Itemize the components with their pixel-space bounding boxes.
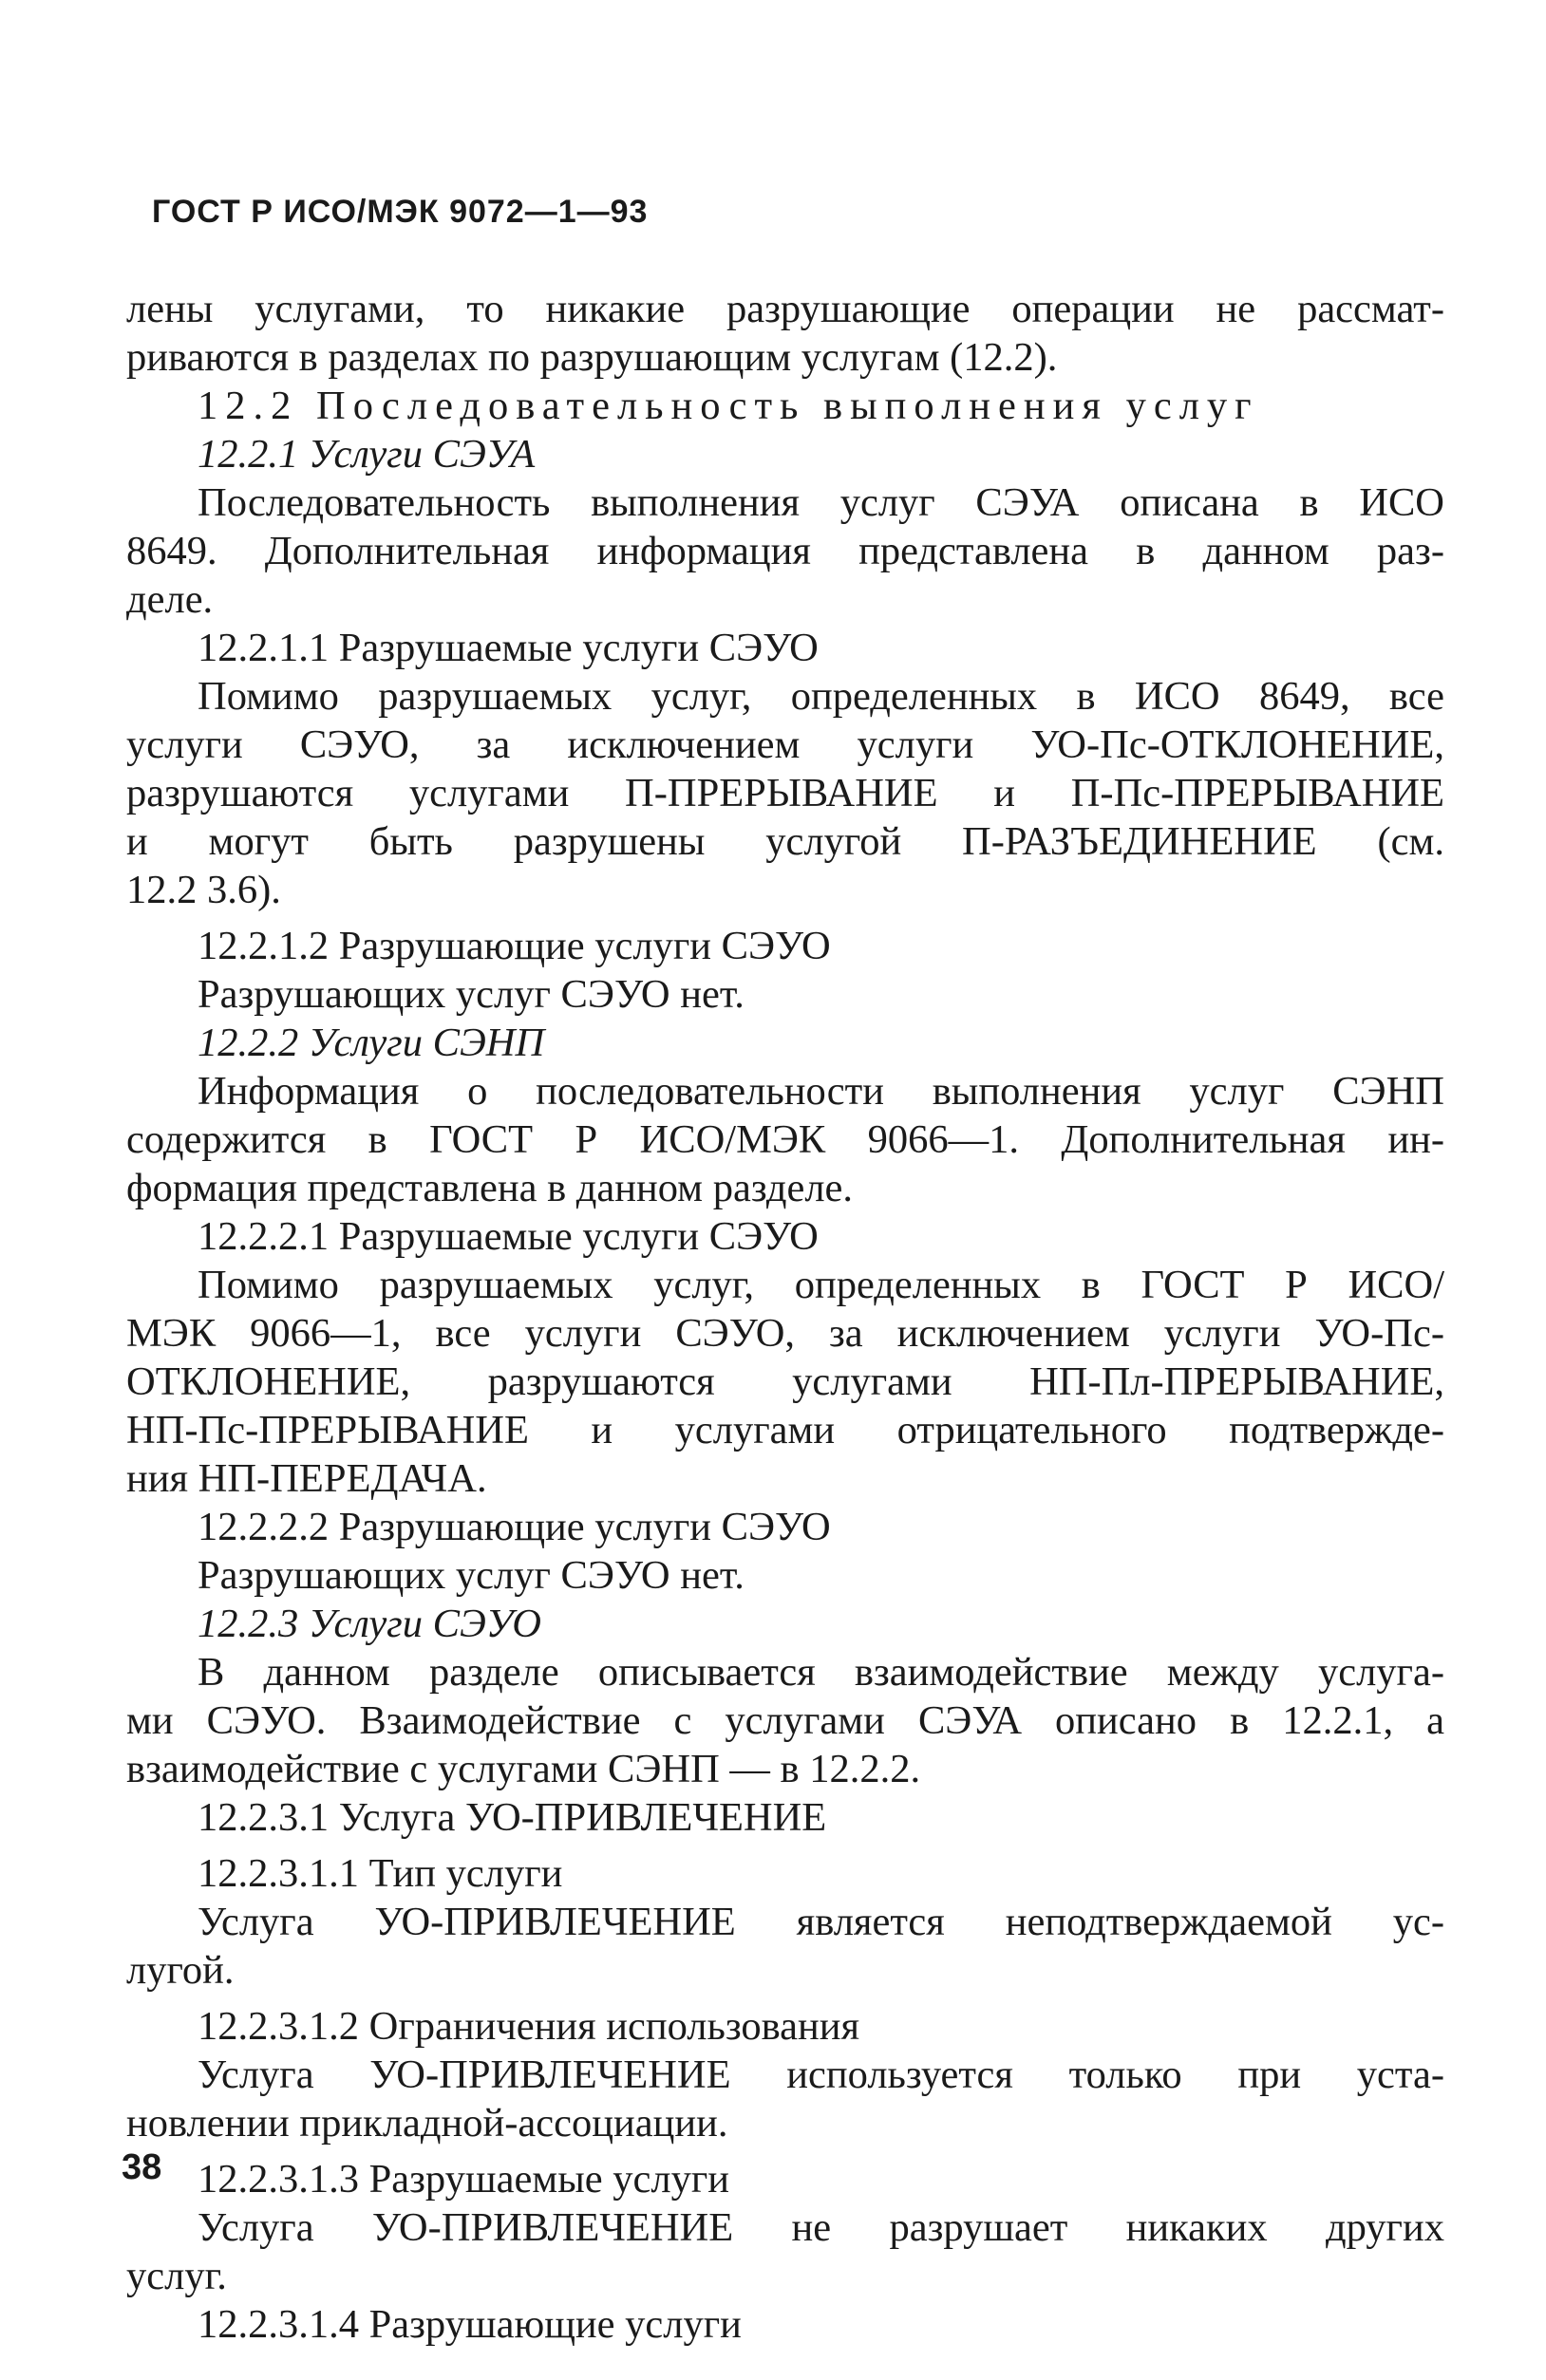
subsection-heading: 12.2.1 Услуги СЭУА [198,432,536,477]
subsection-heading: 12.2.3.1.2 Ограничения использования [198,2004,860,2049]
text-line: Помимо разрушаемых услуг, определенных в ГОСТ Р ИСО/ [198,1263,1444,1307]
text-line: Услуга УО-ПРИВЛЕЧЕНИЕ является неподтверждаемой ус- [198,1900,1444,1944]
text-line: Разрушающих услуг СЭУО нет. [198,1553,745,1598]
text-line: Услуга УО-ПРИВЛЕЧЕНИЕ не разрушает никаких других [198,2205,1444,2250]
text-line: формация представлена в данном разделе. [126,1166,854,1210]
subsection-heading: 12.2.1.2 Разрушающие услуги СЭУО [198,924,831,968]
text-line: ния НП-ПЕРЕДАЧА. [126,1456,487,1501]
text-line: ОТКЛОНЕНИЕ, разрушаются услугами НП-Пл-ПРЕРЫВАНИЕ, [126,1359,1444,1404]
text-line: Услуга УО-ПРИВЛЕЧЕНИЕ используется только при уста- [198,2052,1444,2097]
subsection-heading: 12.2.3.1 Услуга УО-ПРИВЛЕЧЕНИЕ [198,1795,827,1840]
text-line: риваются в разделах по разрушающим услугам (12.2). [126,335,1058,380]
text-line: МЭК 9066—1, все услуги СЭУО, за исключением услуги УО-Пс- [126,1311,1444,1356]
page-header: ГОСТ Р ИСО/МЭК 9072—1—93 [152,194,649,230]
subsection-heading: 12.2.3.1.1 Тип услуги [198,1851,563,1896]
subsection-heading: 12.2.1.1 Разрушаемые услуги СЭУО [198,626,819,670]
text-line: 12.2 3.6). [126,868,281,912]
text-line: услуги СЭУО, за исключением услуги УО-Пс-ОТКЛОНЕНИЕ, [126,722,1444,767]
subsection-heading: 12.2.2.2 Разрушающие услуги СЭУО [198,1505,831,1549]
text-line: Помимо разрушаемых услуг, определенных в ИСО 8649, все [198,674,1444,719]
subsection-heading: 12.2.3 Услуги СЭУО [198,1602,541,1646]
text-line: деле. [126,577,214,622]
text-line: Разрушающих услуг СЭУО нет. [198,972,745,1017]
text-line: разрушаются услугами П-ПРЕРЫВАНИЕ и П-Пс-ПРЕРЫВАНИЕ [126,771,1444,815]
text-line: 8649. Дополнительная информация представлена в данном раз- [126,529,1444,573]
body-text [126,285,1444,2349]
text-line: В данном разделе описывается взаимодействие между услуга- [198,1650,1444,1695]
text-line: лены услугами, то никакие разрушающие операции не рассмат- [126,287,1444,331]
text-line: услуг. [126,2254,227,2298]
subsection-heading: 12.2.3.1.4 Разрушающие услуги [198,2302,742,2347]
page-number: 38 [122,2147,162,2187]
text-line: Последовательность выполнения услуг СЭУА описана в ИСО [198,480,1444,525]
text-line: ми СЭУО. Взаимодействие с услугами СЭУА описано в 12.2.1, а [126,1698,1444,1743]
text-line: Информация о последовательности выполнения услуг СЭНП [198,1069,1444,1114]
subsection-heading: 12.2.3.1.3 Разрушаемые услуги [198,2157,729,2202]
text-line: новлении прикладной-ассоциации. [126,2101,728,2146]
subsection-heading: 12.2.2.1 Разрушаемые услуги СЭУО [198,1214,819,1259]
text-line: взаимодействие с услугами СЭНП — в 12.2.2. [126,1747,921,1791]
text-line: содержится в ГОСТ Р ИСО/МЭК 9066—1. Дополнительная ин- [126,1117,1444,1162]
section-heading: 12.2 Последовательность выполнения услуг [198,384,1259,428]
text-line: НП-Пс-ПРЕРЫВАНИЕ и услугами отрицательного подтвержде- [126,1408,1444,1452]
subsection-heading: 12.2.2 Услуги СЭНП [198,1021,545,1065]
text-line: и могут быть разрушены услугой П-РАЗЪЕДИНЕНИЕ (см. [126,819,1444,864]
text-line: лугой. [126,1948,235,1993]
